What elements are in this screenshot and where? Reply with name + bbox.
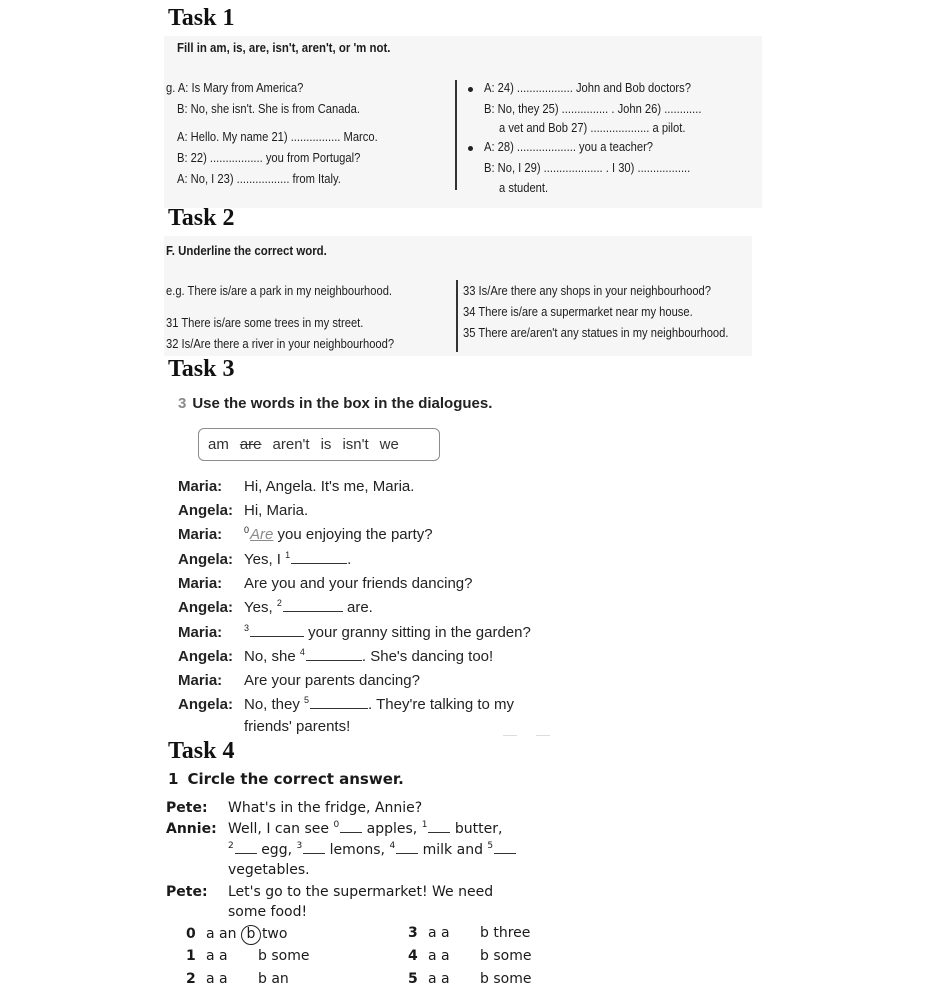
dialogue-text: Are your parents dancing?	[244, 672, 420, 689]
option-number: 3	[408, 925, 418, 941]
dialogue-text: Let's go to the supermarket! We need	[228, 884, 494, 900]
task2-item-32: 32 Is/Are there a river in your neighbourhood?	[166, 336, 395, 351]
dialogue-text: friends' parents!	[244, 718, 351, 735]
dialogue-text: What's in the fridge, Annie?	[228, 800, 423, 816]
bullet-icon	[468, 146, 473, 151]
gap-number: 0	[244, 525, 250, 535]
task3-title: Task 3	[168, 356, 235, 382]
word-box-item: aren't	[272, 436, 310, 453]
answer-blank[interactable]	[494, 842, 516, 854]
option-row-5	[408, 971, 531, 987]
gap-number: 2	[228, 841, 234, 852]
option-b[interactable]: b some	[480, 971, 532, 987]
option-b-circled[interactable]: b	[241, 925, 261, 945]
gap-number: 1	[421, 820, 428, 831]
dialogue-text: your granny sitting in the garden?	[304, 624, 531, 641]
task1-line-22: B: 22) ................. you from Portugal?	[177, 150, 361, 165]
task2-divider	[456, 280, 458, 352]
speaker-label: Maria:	[178, 575, 223, 592]
task1-line-25-26: B: No, they 25) ............... . John 26) ............	[484, 101, 702, 116]
speaker-label: Angela:	[178, 648, 234, 665]
word-box-item: we	[379, 436, 399, 453]
task1-line-21: A: Hello. My name 21) ................ Marco.	[177, 129, 378, 144]
speaker-label: Angela:	[178, 502, 234, 519]
task2-item-31: 31 There is/are some trees in my street.	[166, 315, 364, 330]
option-b[interactable]: b three	[480, 925, 531, 941]
dialogue-text: vegetables.	[228, 862, 310, 878]
option-number: 1	[186, 948, 196, 964]
task3-dialogue-line	[178, 526, 433, 543]
answer-blank[interactable]	[303, 842, 325, 854]
task1-line-24: A: 24) .................. John and Bob doctors?	[484, 80, 691, 95]
task3-dialogue-line	[178, 575, 472, 592]
dialogue-text: butter,	[454, 821, 503, 837]
answer-blank[interactable]	[283, 600, 343, 612]
gap-number: 0	[333, 820, 340, 831]
task1-line-23: A: No, I 23) ................. from Italy.	[177, 171, 341, 186]
dialogue-text: Yes, I	[244, 551, 286, 568]
dialogue-text: No, they	[244, 696, 305, 713]
task1-line-27: a vet and Bob 27) ................... a pilot.	[499, 120, 686, 135]
dialogue-text: you enjoying the party?	[273, 526, 433, 543]
speaker-label: Angela:	[178, 696, 234, 713]
answer-blank[interactable]	[428, 821, 450, 833]
task2-item-33: 33 Is/Are there any shops in your neighbourhood?	[463, 283, 712, 298]
task3-dialogue-line	[178, 672, 420, 689]
option-row-3	[408, 925, 530, 941]
option-number: 4	[408, 948, 418, 964]
speaker-label: Maria:	[178, 478, 223, 495]
task3-dialogue-line	[178, 696, 514, 713]
gap-number: 5	[487, 841, 494, 852]
option-number: 2	[186, 971, 196, 987]
task4-instruction	[168, 770, 404, 788]
example-answer: Are	[250, 526, 274, 543]
option-a[interactable]: a a	[206, 948, 228, 964]
task1-line-28: A: 28) ................... you a teacher?	[484, 139, 654, 154]
option-b[interactable]: b some	[480, 948, 532, 964]
dialogue-text: Are you and your friends dancing?	[244, 575, 473, 592]
answer-blank[interactable]	[340, 821, 362, 833]
task3-dialogue-line	[178, 502, 308, 519]
gap-number: 5	[304, 695, 310, 705]
dialogue-text: apples,	[366, 821, 418, 837]
answer-blank[interactable]	[306, 649, 362, 661]
task3-word-box	[198, 428, 440, 461]
dialogue-text: No, she	[244, 648, 300, 665]
task1-example-answer: B: No, she isn't. She is from Canada.	[177, 101, 360, 116]
gap-number: 4	[299, 647, 305, 657]
option-b[interactable]: b some	[258, 948, 310, 964]
task4-instruction-number: 1	[168, 770, 179, 788]
gap-number: 4	[389, 841, 396, 852]
task3-instruction	[178, 395, 492, 412]
speaker-label: Maria:	[178, 526, 223, 543]
dialogue-text: milk and	[422, 842, 483, 858]
task4-dialogue-line	[166, 821, 502, 837]
word-box-item: is	[320, 436, 332, 453]
task2-instruction: F. Underline the correct word.	[166, 243, 327, 258]
task4-dialogue-line	[166, 800, 422, 816]
word-box-item-used: are	[239, 436, 262, 453]
gap-number: 2	[276, 598, 282, 608]
task2-item-34: 34 There is/are a supermarket near my house.	[463, 304, 693, 319]
task2-item-35: 35 There are/aren't any statues in my neighbourhood.	[463, 325, 729, 340]
dialogue-text: Hi, Maria.	[244, 502, 309, 519]
task4-dialogue-line	[166, 884, 493, 900]
task3-dialogue-line	[178, 648, 493, 665]
gap-number: 1	[285, 550, 291, 560]
task4-dialogue-line	[228, 904, 307, 920]
task4-title: Task 4	[168, 738, 235, 764]
option-a[interactable]: a an	[206, 926, 237, 942]
task3-dialogue-line	[244, 718, 350, 735]
answer-blank[interactable]	[396, 842, 418, 854]
dialogue-text: .	[347, 551, 352, 568]
option-row-0	[186, 925, 287, 945]
speaker-label: Maria:	[178, 624, 223, 641]
option-row-1	[186, 948, 309, 964]
task2-example: e.g. There is/are a park in my neighbourhood.	[166, 283, 393, 298]
dialogue-text: . They're talking to my	[368, 696, 515, 713]
task4-dialogue-line	[228, 862, 310, 878]
word-box-item: am	[208, 436, 229, 453]
task3-dialogue-line	[178, 624, 531, 641]
task1-line-29-30: B: No, I 29) ................... . I 30) .................	[484, 160, 691, 175]
dialogue-text: lemons,	[329, 842, 385, 858]
task1-example-question: g. A: Is Mary from America?	[166, 80, 304, 95]
option-b[interactable]: b an	[258, 971, 289, 987]
bullet-icon	[468, 87, 473, 92]
dialogue-text: Well, I can see	[228, 821, 330, 837]
task1-title: Task 1	[168, 5, 235, 31]
gap-number: 3	[296, 841, 303, 852]
word-box-item: isn't	[342, 436, 369, 453]
task4-instruction-text: Circle the correct answer.	[187, 770, 404, 788]
answer-blank[interactable]	[291, 552, 347, 564]
dialogue-text: some food!	[228, 904, 308, 920]
decorative-dash	[536, 735, 550, 736]
task1-line-30-end: a student.	[499, 180, 549, 195]
option-a[interactable]: a a	[428, 971, 450, 987]
option-row-2	[186, 971, 289, 987]
task3-dialogue-line	[178, 478, 414, 495]
option-number: 5	[408, 971, 418, 987]
answer-blank[interactable]	[235, 842, 257, 854]
option-b-text[interactable]: two	[261, 926, 288, 942]
decorative-dash	[503, 735, 517, 736]
task4-dialogue-line	[228, 842, 516, 858]
task3-instruction-text: Use the words in the box in the dialogues.	[192, 395, 493, 412]
task3-instruction-number: 3	[178, 395, 187, 412]
dialogue-text: Hi, Angela. It's me, Maria.	[244, 478, 415, 495]
speaker-label: Maria:	[178, 672, 223, 689]
speaker-label: Pete:	[166, 884, 208, 900]
option-a[interactable]: a a	[428, 948, 450, 964]
task2-title: Task 2	[168, 205, 235, 231]
task3-dialogue-line	[178, 551, 351, 568]
answer-blank[interactable]	[250, 625, 304, 637]
speaker-label: Angela:	[178, 599, 234, 616]
dialogue-text: are.	[342, 599, 373, 616]
dialogue-text: Yes,	[244, 599, 277, 616]
speaker-label: Pete:	[166, 800, 208, 816]
task1-divider	[455, 80, 457, 190]
answer-blank[interactable]	[310, 697, 368, 709]
speaker-label: Annie:	[166, 821, 217, 837]
speaker-label: Angela:	[178, 551, 234, 568]
task3-dialogue-line	[178, 599, 373, 616]
option-number: 0	[186, 926, 196, 942]
gap-number: 3	[244, 623, 250, 633]
option-row-4	[408, 948, 531, 964]
task1-instruction: Fill in am, is, are, isn't, aren't, or 'm not.	[177, 40, 391, 55]
option-a[interactable]: a a	[206, 971, 228, 987]
dialogue-text: egg,	[261, 842, 293, 858]
dialogue-text: . She's dancing too!	[361, 648, 494, 665]
option-a[interactable]: a a	[428, 925, 450, 941]
